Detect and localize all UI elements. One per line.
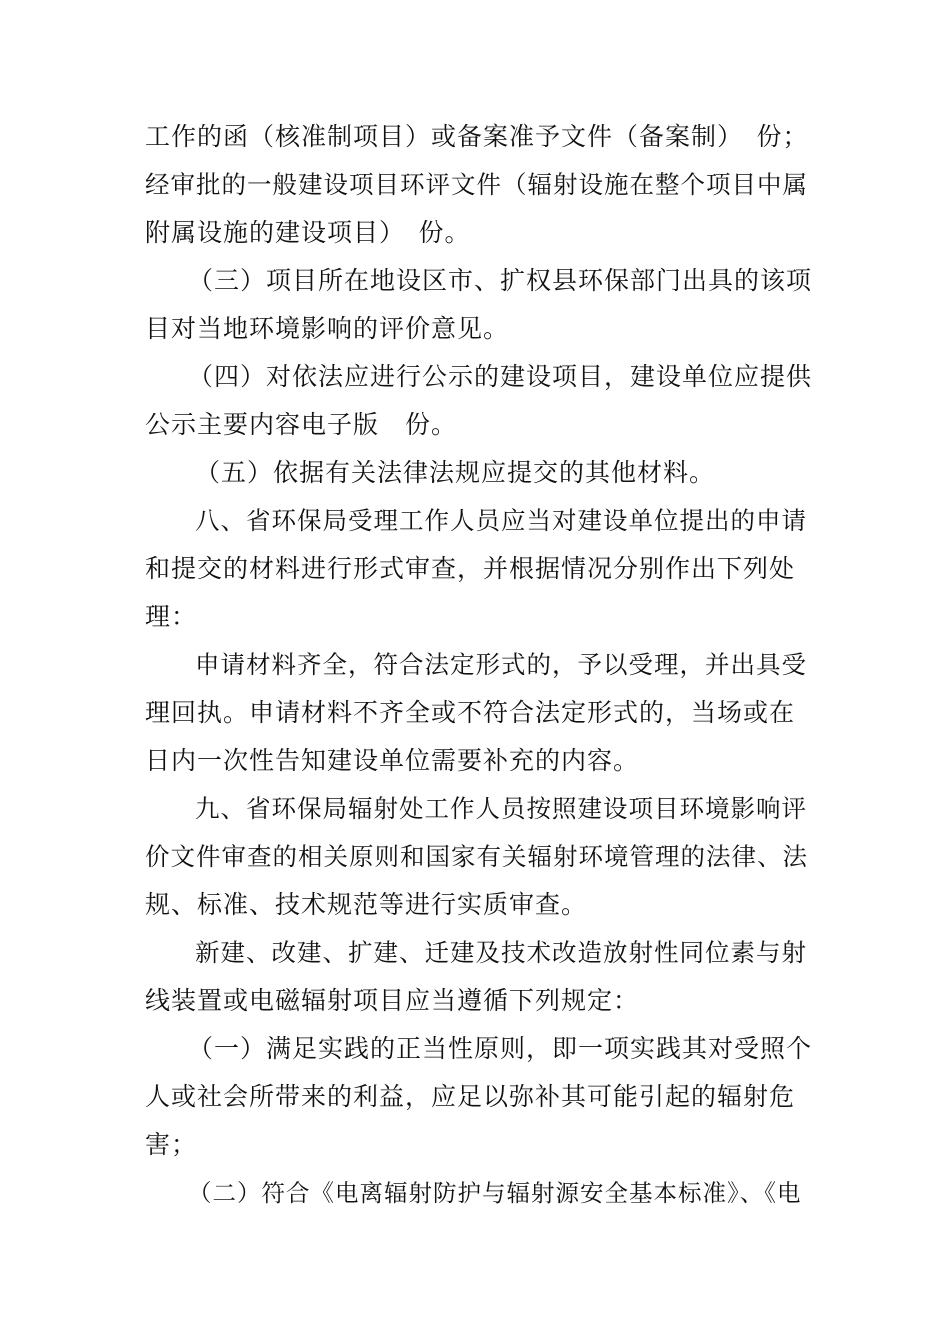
text-line: （五）依据有关法律法规应提交的其他材料。 xyxy=(195,458,716,487)
text-line: 新建、改建、扩建、迁建及技术改造放射性同位素与射 xyxy=(195,938,807,967)
text-line: 申请材料齐全，符合法定形式的，予以受理，并出具受 xyxy=(195,650,807,679)
text-line: 线装置或电磁辐射项目应当遵循下列规定： xyxy=(145,986,640,1015)
text-line: 人或社会所带来的利益，应足以弥补其可能引起的辐射危 xyxy=(145,1082,796,1111)
text-line: 经审批的一般建设项目环评文件（辐射设施在整个项目中属 xyxy=(145,170,808,199)
text-line: （一）满足实践的正当性原则，即一项实践其对受照个 xyxy=(188,1034,813,1063)
text-line: 工作的函（核准制项目）或备案准予文件（备案制） 份； xyxy=(145,122,809,151)
text-line: 规、标准、技术规范等进行实质审查。 xyxy=(145,890,588,919)
text-line: 价文件审查的相关原则和国家有关辐射环境管理的法律、法 xyxy=(145,842,808,871)
text-line: 日内一次性告知建设单位需要补充的内容。 xyxy=(145,746,640,775)
text-line: 公示主要内容电子版 份。 xyxy=(145,410,458,439)
text-line: 和提交的材料进行形式审查，并根据情况分别作出下列处 xyxy=(145,554,796,583)
text-line: 理回执。申请材料不齐全或不符合法定形式的，当场或在 xyxy=(145,698,796,727)
text-line: 目对当地环境影响的评价意见。 xyxy=(145,314,510,343)
text-line: 八、省环保局受理工作人员应当对建设单位提出的申请 xyxy=(195,506,807,535)
text-line: 害； xyxy=(145,1130,198,1159)
text-line: 九、省环保局辐射处工作人员按照建设项目环境影响评 xyxy=(195,794,807,823)
text-line: （三）项目所在地设区市、扩权县环保部门出具的该项 xyxy=(188,266,813,295)
text-line: （四）对依法应进行公示的建设项目，建设单位应提供 xyxy=(188,362,813,391)
text-line: 理： xyxy=(145,602,198,631)
text-line: 附属设施的建设项目） 份。 xyxy=(145,218,471,247)
text-line: （二）符合《电离辐射防护与辐射源安全基本标准》、《电 xyxy=(188,1179,802,1207)
